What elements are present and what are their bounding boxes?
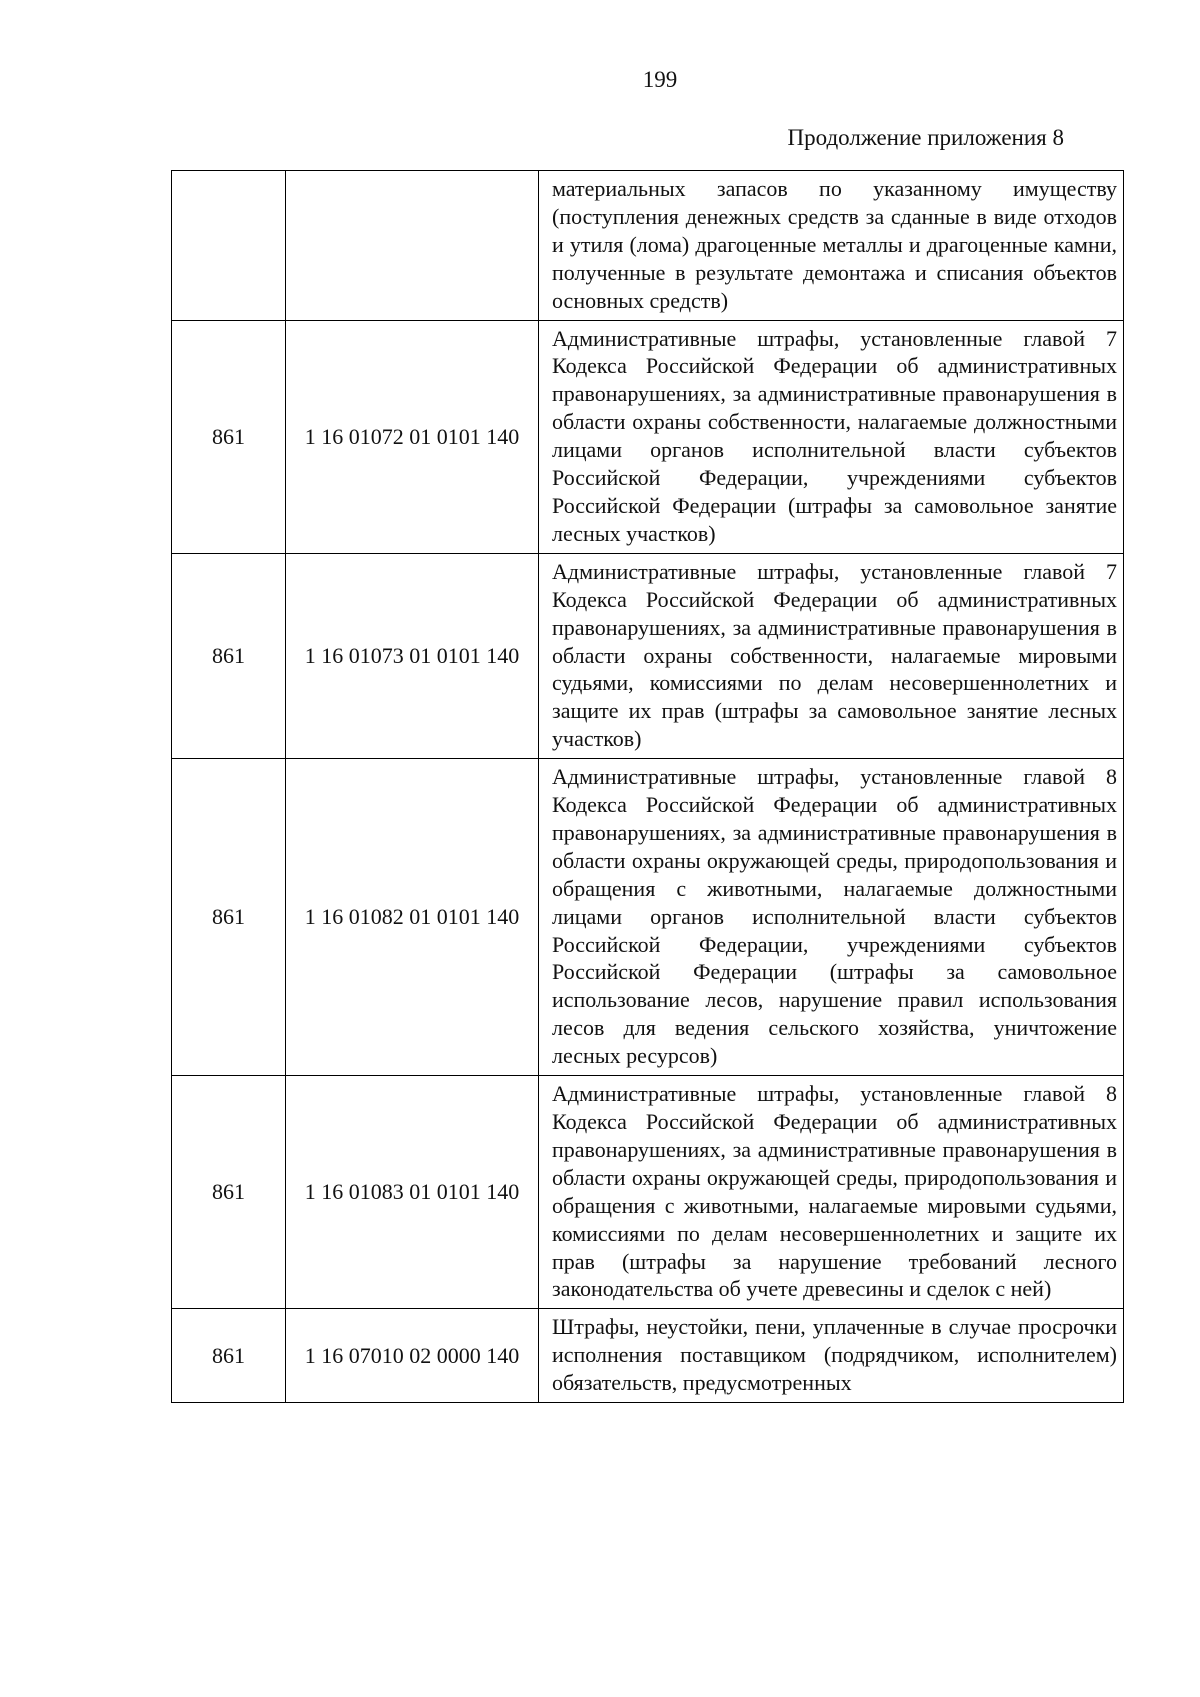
admin-code-cell: 861 — [172, 320, 286, 553]
admin-code-cell: 861 — [172, 553, 286, 758]
admin-code-cell: 861 — [172, 1076, 286, 1309]
description-cell: Административные штрафы, установленные главой 8 Кодекса Российской Федерации об административных правонарушениях, за административные правонарушения в области охраны окружающей среды, природопользования и обращения с животными, налагаемые должностными лицами органов исполнительной власти субъектов Российской Федерации, учреждениями субъектов Российской Федерации (штрафы за самовольное использование лесов, нарушение правил использования лесов для ведения сельского хозяйства, уничтожение лесных ресурсов) — [539, 759, 1124, 1076]
table-row — [172, 1309, 1124, 1403]
table-row — [172, 1076, 1124, 1309]
description-cell: Административные штрафы, установленные главой 8 Кодекса Российской Федерации об административных правонарушениях, за административные правонарушения в области охраны окружающей среды, природопользования и обращения с животными, налагаемые мировыми судьями, комиссиями по делам несовершеннолетних и защите их прав (штрафы за нарушение требований лесного законодательства об учете древесины и сделок с ней) — [539, 1076, 1124, 1309]
kbk-code-cell: 1 16 07010 02 0000 140 — [286, 1309, 539, 1403]
table-row — [172, 320, 1124, 553]
description-cell: материальных запасов по указанному имуществу (поступления денежных средств за сданные в виде отходов и утиля (лома) драгоценные металлы и драгоценные камни, полученные в результате демонтажа и списания объектов основных средств) — [539, 171, 1124, 321]
kbk-code-cell: 1 16 01073 01 0101 140 — [286, 553, 539, 758]
income-codes-table — [171, 170, 1124, 1403]
continuation-label: Продолжение приложения 8 — [787, 125, 1064, 150]
kbk-code-cell — [286, 171, 539, 321]
kbk-code-cell: 1 16 01072 01 0101 140 — [286, 320, 539, 553]
table-row — [172, 553, 1124, 758]
description-cell: Штрафы, неустойки, пени, уплаченные в случае просрочки исполнения поставщиком (подрядчиком, исполнителем) обязательств, предусмотренных — [539, 1309, 1124, 1403]
page-number: 199 — [642, 67, 678, 92]
kbk-code-cell: 1 16 01082 01 0101 140 — [286, 759, 539, 1076]
admin-code-cell — [172, 171, 286, 321]
table-row — [172, 759, 1124, 1076]
table-row — [172, 171, 1124, 321]
description-cell: Административные штрафы, установленные главой 7 Кодекса Российской Федерации об административных правонарушениях, за административные правонарушения в области охраны собственности, налагаемые мировыми судьями, комиссиями по делам несовершеннолетних и защите их прав (штрафы за самовольное занятие лесных участков) — [539, 553, 1124, 758]
description-cell: Административные штрафы, установленные главой 7 Кодекса Российской Федерации об административных правонарушениях, за административные правонарушения в области охраны собственности, налагаемые должностными лицами органов исполнительной власти субъектов Российской Федерации, учреждениями субъектов Российской Федерации (штрафы за самовольное занятие лесных участков) — [539, 320, 1124, 553]
admin-code-cell: 861 — [172, 759, 286, 1076]
admin-code-cell: 861 — [172, 1309, 286, 1403]
kbk-code-cell: 1 16 01083 01 0101 140 — [286, 1076, 539, 1309]
